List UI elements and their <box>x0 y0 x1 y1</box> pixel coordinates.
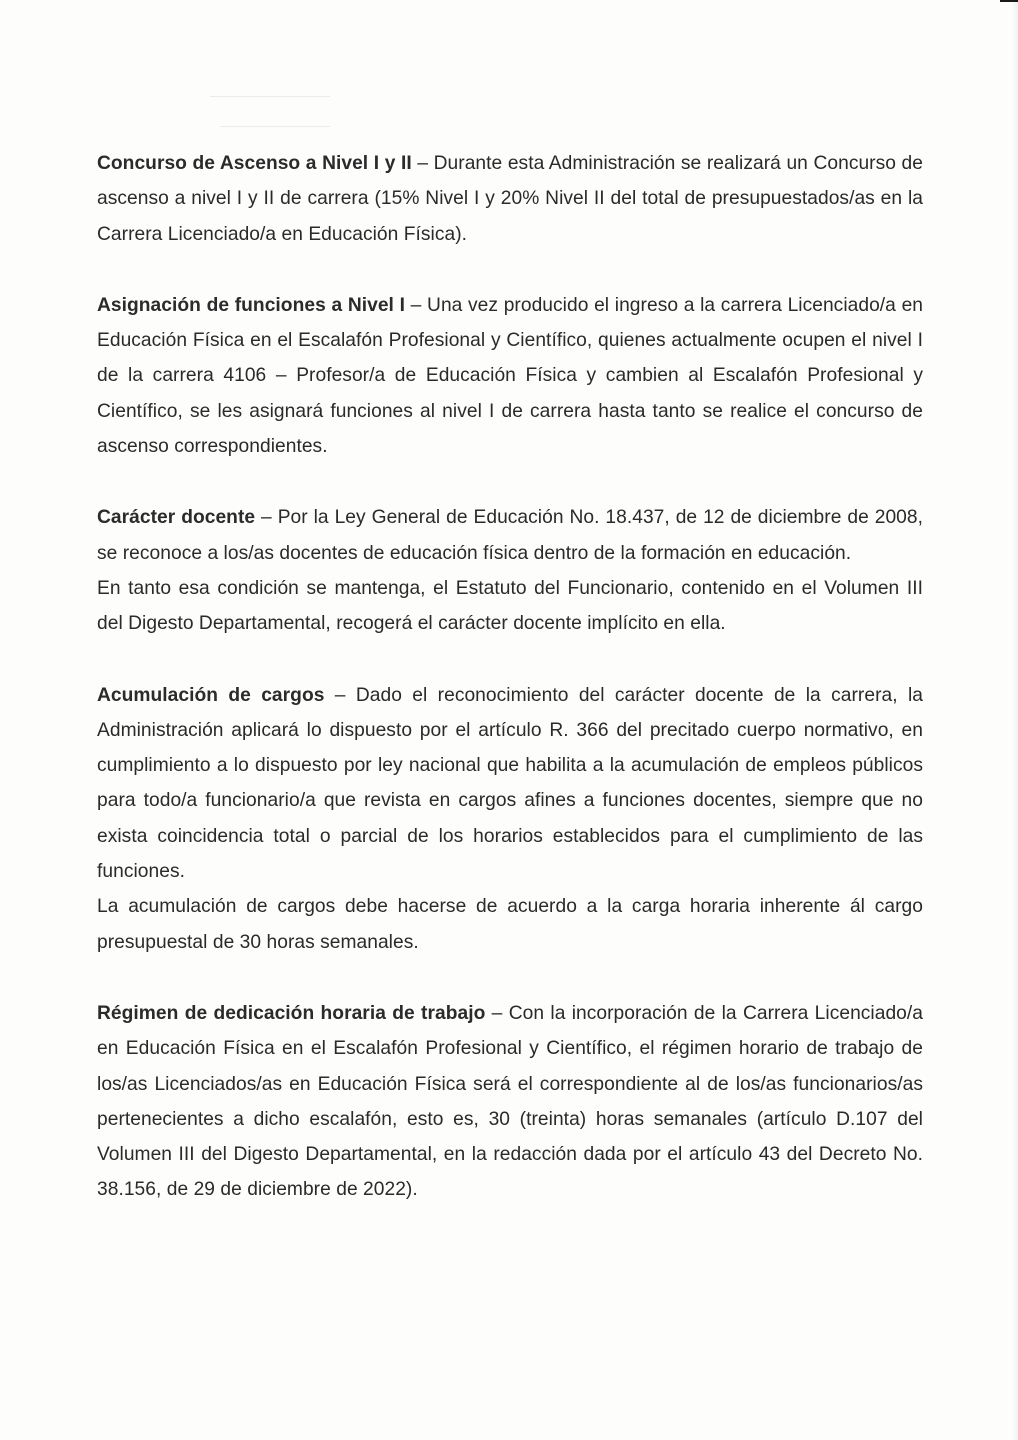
scan-corner-mark <box>1000 0 1018 2</box>
section-paragraph <box>97 288 923 464</box>
section-paragraph <box>97 146 923 252</box>
section-heading: Asignación de funciones a Nivel I <box>97 294 405 316</box>
scan-edge-shadow <box>1012 0 1018 1440</box>
heading-dash: – <box>485 1002 509 1024</box>
section-caracter-docente <box>97 500 923 641</box>
section-heading: Concurso de Ascenso a Nivel I y II <box>97 153 412 174</box>
section-body: Por la Ley General de Educación No. 18.437, de 12 de diciembre de 2008, se reconoce a los/as docentes de educación física dentro de la formación en educación. <box>97 507 923 564</box>
section-paragraph-continued: La acumulación de cargos debe hacerse de acuerdo a la carga horaria inherente ál cargo presupuestal de 30 horas semanales. <box>97 896 923 953</box>
bleed-through-line <box>210 96 330 97</box>
document-page <box>97 146 923 1208</box>
section-paragraph <box>97 996 923 1208</box>
section-body: Con la incorporación de la Carrera Licenciado/a en Educación Física en el Escalafón Profesional y Científico, el régimen horario de trabajo de los/as Licenciados/as en Educación Física será el correspondiente al de los/as funcionarios/as pertenecientes a dicho escalafón, esto es, 30 (treinta) horas semanales (artículo D.107 del Volumen III del Digesto Departamental, en la redacción dada por el artículo 43 del Decreto No. 38.156, de 29 de diciembre de 2022). <box>97 1002 924 1201</box>
section-paragraph <box>97 500 923 571</box>
section-regimen-horario <box>97 996 923 1208</box>
section-paragraph-continued: En tanto esa condición se mantenga, el Estatuto del Funcionario, contenido en el Volumen III del Digesto Departamental, recogerá el carácter docente implícito en ella. <box>97 577 923 635</box>
section-concurso-ascenso <box>97 146 923 252</box>
section-acumulacion-cargos <box>97 678 923 960</box>
section-heading: Carácter docente <box>97 507 256 529</box>
bleed-through-line <box>220 126 330 127</box>
section-body: Dado el reconocimiento del carácter docente de la carrera, la Administración aplicará lo dispuesto por el artículo R. 366 del precitado cuerpo normativo, en cumplimiento a lo dispuesto por ley nacional que habilita a la acumulación de empleos públicos para todo/a funcionario/a que revista en cargos afines a funciones docentes, siempre que no exista coincidencia total o parcial de los horarios establecidos para el cumplimiento de las funciones. <box>97 684 924 883</box>
heading-dash: – <box>411 153 434 174</box>
section-asignacion-funciones <box>97 288 923 464</box>
heading-dash: – <box>404 294 428 316</box>
heading-dash: – <box>324 684 356 706</box>
section-body: Durante esta Administración se realizará un Concurso de ascenso a nivel I y II de carrera (15% Nivel I y 20% Nivel II del total de presupuestados/as en la Carrera Licenciado/a en Educación Física). <box>97 153 924 245</box>
section-body: Una vez producido el ingreso a la carrera Licenciado/a en Educación Física en el Escalafón Profesional y Científico, quienes actualmente ocupen el nivel I de la carrera 4106 – Profesor/a de Educación Física y cambien al Escalafón Profesional y Científico, se les asignará funciones al nivel I de carrera hasta tanto se realice el concurso de ascenso correspondientes. <box>97 294 924 458</box>
heading-dash: – <box>255 507 278 529</box>
section-heading: Acumulación de cargos <box>97 684 325 706</box>
section-heading: Régimen de dedicación horaria de trabajo <box>97 1002 486 1024</box>
section-paragraph <box>97 678 923 890</box>
